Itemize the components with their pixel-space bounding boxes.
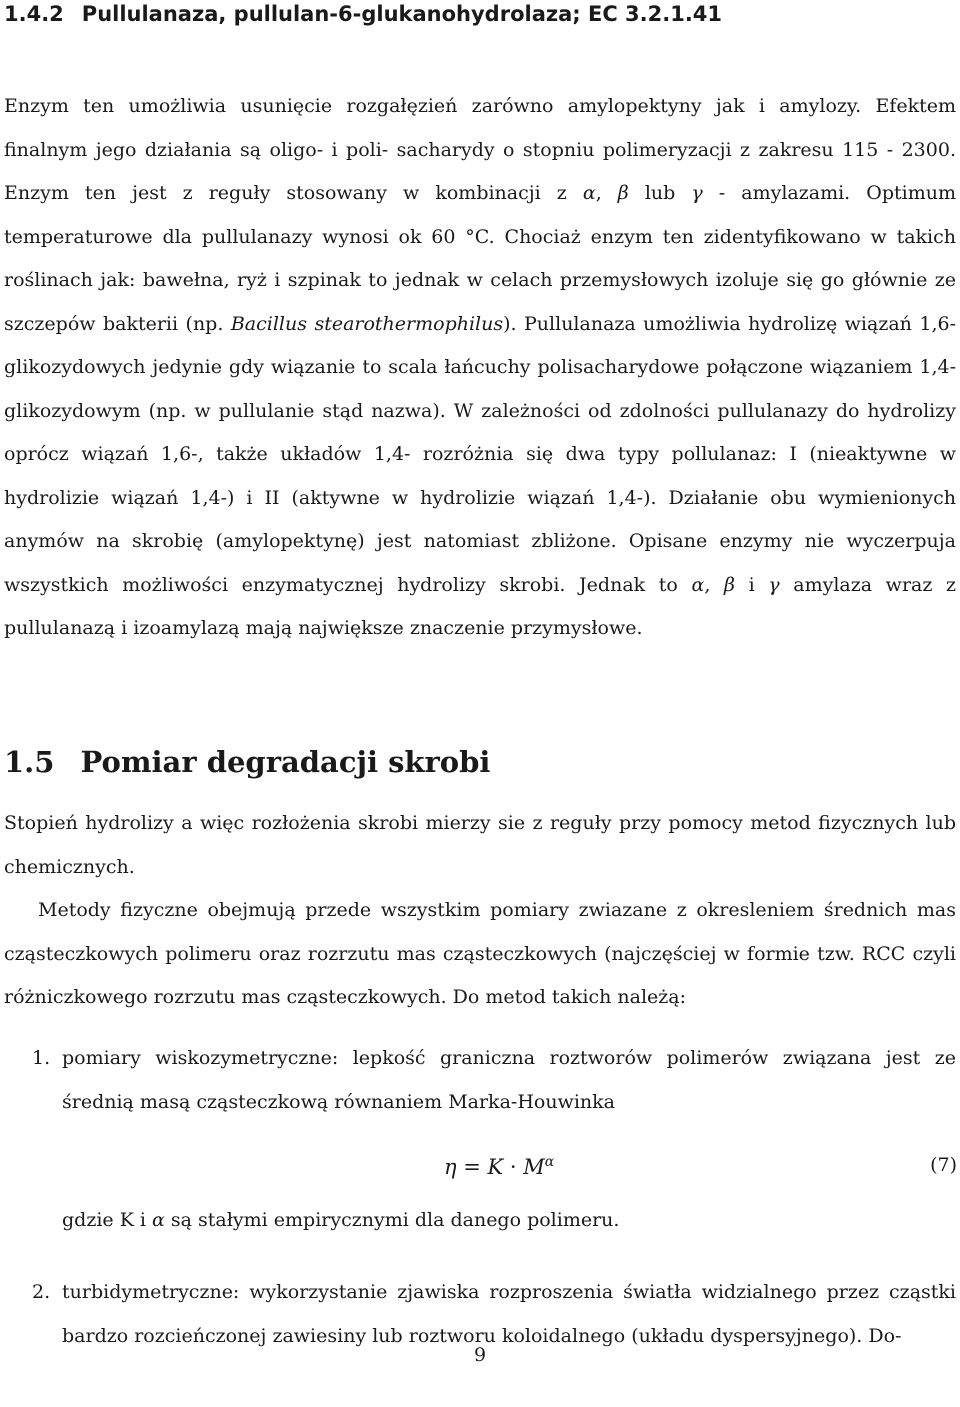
alpha-symbol: α [691, 573, 705, 596]
beta-symbol: β [723, 573, 735, 596]
m-symbol: M [523, 1155, 545, 1179]
beta-symbol: β [617, 182, 629, 204]
alpha-exponent: α [544, 1154, 555, 1170]
section-heading-1-4-2 [4, 2, 722, 26]
section-number: 1.4.2 [4, 2, 64, 26]
equation-mark-houwink [0, 1148, 960, 1188]
dot-operator: · [503, 1155, 524, 1179]
text-run: i [734, 573, 769, 596]
text-run: - amylazami. Optimum temperaturowe dla pullulanazy wynosi ok 60 °C. Chociaż enzym ten zidentyfikowano w takich roślinach jak: bawełna, ryż i szpinak to jednak w celach przemysłowych izoluje się go głównie ze szczepów bakterii (np. [4, 182, 956, 335]
section-title: Pomiar degradacji skrobi [80, 745, 491, 779]
paragraph-pullulanase [4, 85, 956, 651]
paragraph-physical-methods: Metody fizyczne obejmują przede wszystkim pomiary zwiazane z okresleniem średnich mas cząsteczkowych polimeru oraz rozrzutu mas cząsteczkowych (najczęściej w formie tzw. RCC czyli różniczkowego rozrzutu mas cząsteczkowych. Do metod takich należą: [4, 899, 956, 1008]
gamma-symbol: γ [691, 182, 703, 204]
section-number: 1.5 [4, 745, 55, 779]
alpha-symbol: α [582, 182, 596, 204]
equation-note [62, 1209, 619, 1231]
text-run: lub [628, 182, 692, 204]
text-run: Enzym ten umożliwia usunięcie rozgałęzień zarówno amylopektyny jak i amylozy. Efektem finalnym jego działania są oligo- i poli- sacharydy o stopniu polimeryzacji z zakresu 115 - 2300. Enzym ten jest z reguły stosowany w kombinacji z [4, 95, 956, 204]
equation-expression [444, 1154, 554, 1179]
equals-sign: = [456, 1155, 488, 1179]
text-run: ). Pullulanaza umożliwia hydrolizę wiązań 1,6- glikozydowych jedynie gdy wiązanie to scala łańcuchy polisacharydowe połączone wiązaniem 1,4-glikozydowym (np. w pullulanie stąd nazwa). W zależności od zdolności pullulanazy do hydrolizy oprócz wiązań 1,6-, także układów 1,4- rozróżnia się dwa typy pollulanaz: I (nieaktywne w hydrolizie wiązań 1,4-) i II (aktywne w hydrolizie wiązań 1,4-). Działanie obu wymienionych anymów na skrobię (amylopektynę) jest natomiast zbliżone. Opisane enzymy nie wyczerpuja wszystkich możliwości enzymatycznej hydrolizy skrobi. Jednak to [4, 312, 956, 596]
section-heading-1-5 [4, 745, 490, 779]
gamma-symbol: γ [768, 573, 780, 596]
text-run: są stałymi empirycznymi dla danego polimeru. [164, 1209, 620, 1231]
list-item-text: turbidymetryczne: wykorzystanie zjawiska rozproszenia światła widzialnego przez cząstki bardzo rozcieńczonej zawiesiny lub roztworu koloidalnego (układu dyspersyjnego). Do- [62, 1281, 956, 1347]
species-name: Bacillus stearothermophilus [230, 312, 504, 335]
list-item-text: pomiary wiskozymetryczne: lepkość graniczna roztworów polimerów związana jest ze średnią masą cząsteczkową równaniem Marka-Houwinka [62, 1047, 956, 1113]
text-run: , [704, 573, 724, 596]
alpha-symbol: α [152, 1209, 165, 1231]
text-run: , [595, 182, 618, 204]
section-title: Pullulanaza, pullulan-6-glukanohydrolaza; EC 3.2.1.41 [81, 2, 723, 26]
eta-symbol: η [444, 1155, 457, 1179]
list-item [24, 1037, 956, 1124]
equation-number: (7) [930, 1154, 957, 1176]
list-marker: 2. [32, 1281, 51, 1303]
list-marker: 1. [32, 1047, 51, 1069]
text-run: amylaza wraz z pullulanazą i izoamylazą mają największe znaczenie przymysłowe. [4, 573, 956, 639]
page-number: 9 [473, 1344, 487, 1366]
paragraph-degradation-intro: Stopień hydrolizy a więc rozłożenia skrobi mierzy sie z reguły przy pomocy metod fizycznych lub chemicznych. [4, 812, 956, 878]
text-run: gdzie K i [62, 1209, 153, 1231]
k-symbol: K [487, 1155, 504, 1179]
